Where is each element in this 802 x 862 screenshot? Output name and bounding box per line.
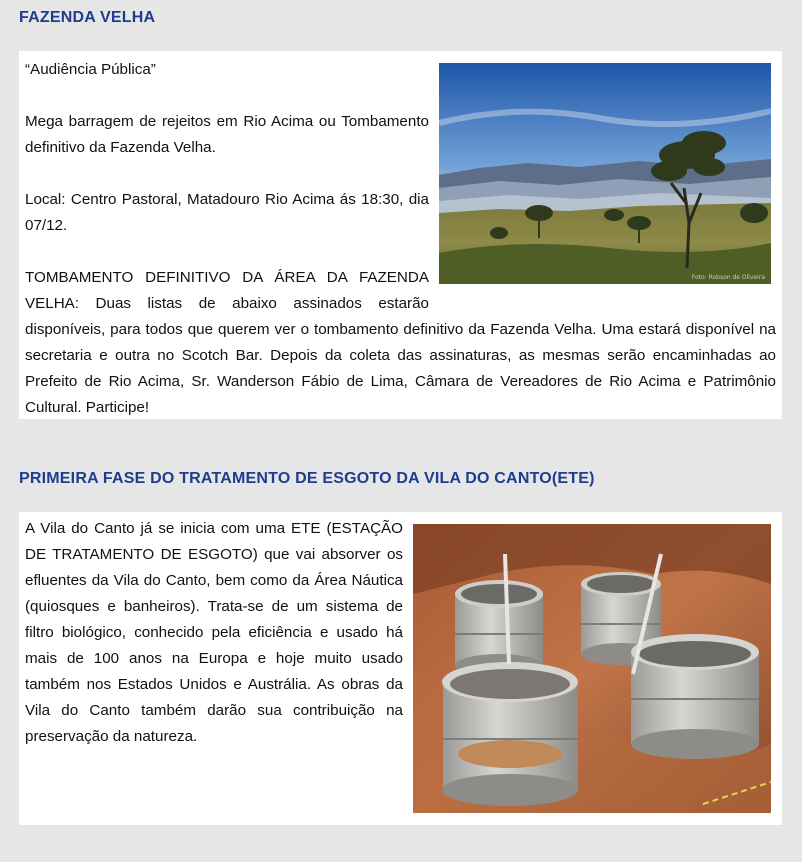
paragraph-mega-barragem: Mega barragem de rejeitos em Rio Acima ou Tombamento definitivo da Fazenda Velha. xyxy=(25,113,429,156)
sewage-tanks-photo xyxy=(413,524,771,813)
panel-tratamento-esgoto xyxy=(19,512,782,825)
paragraph-tombamento: TOMBAMENTO DEFINITIVO DA ÁREA DA FAZENDA VELHA: Duas listas de abaixo assinados estarão disponíveis, para todos que querem ver o tombamento definitivo da Fazenda Velha. Uma estará disponível na secretaria e outra no Scotch Bar. Depois da coleta das assinaturas, as mesmas serão encaminhadas ao Prefeito de Rio Acima, Sr. Wanderson Fábio de Lima, Câmara de Vereadores de Rio Acima e Patrimônio Cultural. Participe! xyxy=(25,269,776,416)
paragraph-local: Local: Centro Pastoral, Matadouro Rio Acima ás 18:30, dia 07/12. xyxy=(25,191,429,234)
section-title-tratamento-esgoto: PRIMEIRA FASE DO TRATAMENTO DE ESGOTO DA VILA DO CANTO(ETE) xyxy=(19,470,595,487)
panel-fazenda-velha xyxy=(19,51,782,419)
landscape-photo xyxy=(439,63,771,284)
paragraph-audiencia: “Audiência Pública” xyxy=(25,61,156,78)
section-title-fazenda-velha: FAZENDA VELHA xyxy=(19,9,156,26)
paragraph-ete: A Vila do Canto já se inicia com uma ETE (ESTAÇÃO DE TRATAMENTO DE ESGOTO) que vai absorver os efluentes da Vila do Canto, bem como da Área Náutica (quiosques e banheiros). Trata-se de um sistema de filtro biológico, conhecido pela eficiência e usado há mais de 100 anos na Europa e hoje muito usado também nos Estados Unidos e Austrália. As obras da Vila do Canto também darão sua contribuição na preservação da natureza. xyxy=(25,520,403,745)
photo-credit: Foto: Robson de Oliveira xyxy=(691,274,765,281)
